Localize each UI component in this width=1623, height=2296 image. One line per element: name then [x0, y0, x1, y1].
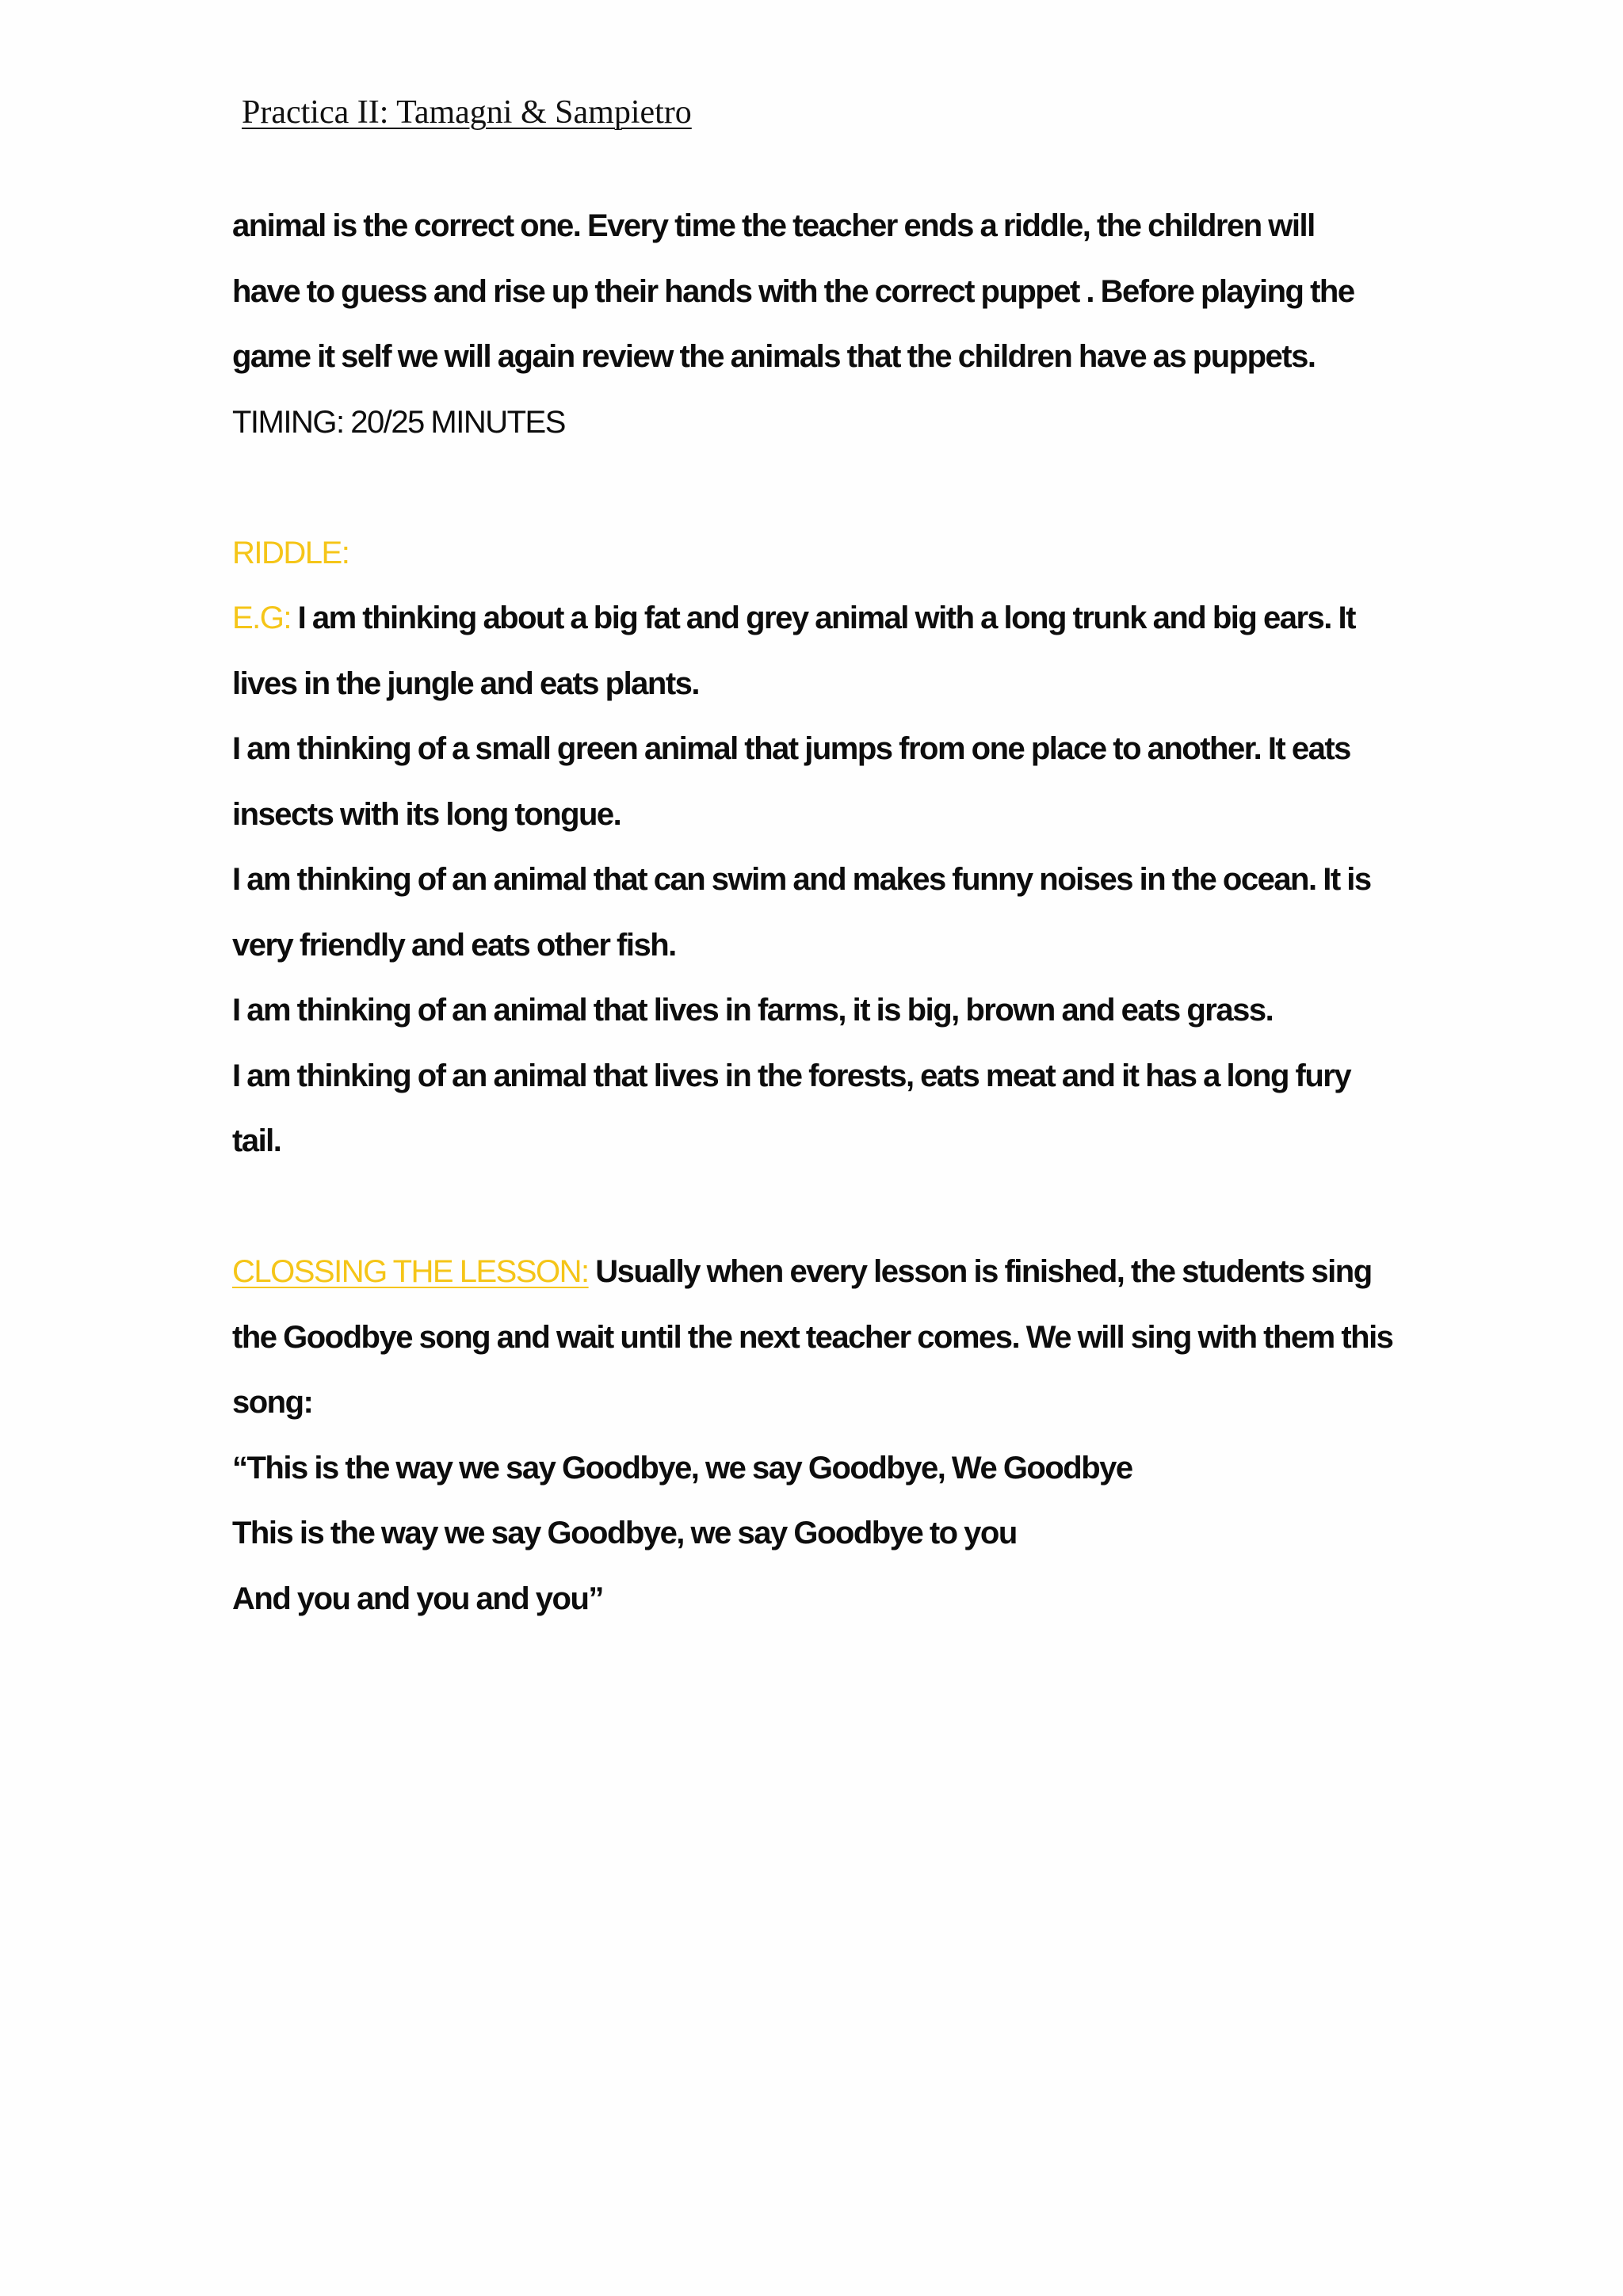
riddle-line: very friendly and eats other fish.: [232, 927, 676, 963]
closing-line: the Goodbye song and wait until the next teacher comes. We will sing with them this: [232, 1319, 1393, 1355]
closing-first-line: [232, 1239, 1405, 1305]
spacer: [232, 455, 1405, 521]
page-header: Practica II: Tamagni & Sampietro: [242, 94, 692, 131]
intro-line: have to guess and rise up their hands with the correct puppet . Before playing the: [232, 273, 1354, 309]
document-body: [232, 193, 1405, 1631]
closing-heading: CLOSSING THE LESSON:: [232, 1254, 589, 1289]
riddle-line: I am thinking of an animal that lives in the forests, eats meat and it has a long fury: [232, 1058, 1351, 1093]
song-line: And you and you and you”: [232, 1581, 603, 1616]
intro-line: game it self we will again review the animals that the children have as puppets.: [232, 339, 1316, 374]
song-line: “This is the way we say Goodbye, we say Goodbye, We Goodbye: [232, 1450, 1132, 1486]
riddle-text: I am thinking about a big fat and grey animal with a long trunk and big ears. It: [291, 601, 1355, 635]
riddle-eg-line: [232, 585, 1405, 651]
eg-label: E.G:: [232, 601, 292, 635]
riddle-line: I am thinking of an animal that can swim and makes funny noises in the ocean. It is: [232, 862, 1371, 897]
spacer: [232, 1174, 1405, 1240]
riddle-line: lives in the jungle and eats plants.: [232, 666, 700, 701]
closing-text: Usually when every lesson is finished, the students sing: [588, 1254, 1372, 1289]
riddle-line: I am thinking of an animal that lives in farms, it is big, brown and eats grass.: [232, 993, 1274, 1028]
closing-line: song:: [232, 1385, 313, 1420]
riddle-line: insects with its long tongue.: [232, 796, 621, 832]
riddle-line: I am thinking of a small green animal that jumps from one place to another. It eats: [232, 731, 1350, 766]
intro-line: animal is the correct one. Every time the teacher ends a riddle, the children will: [232, 208, 1315, 243]
timing-line: TIMING: 20/25 MINUTES: [232, 404, 565, 440]
song-line: This is the way we say Goodbye, we say Goodbye to you: [232, 1516, 1017, 1550]
riddle-heading: RIDDLE:: [232, 535, 349, 570]
riddle-line: tail.: [232, 1123, 281, 1158]
